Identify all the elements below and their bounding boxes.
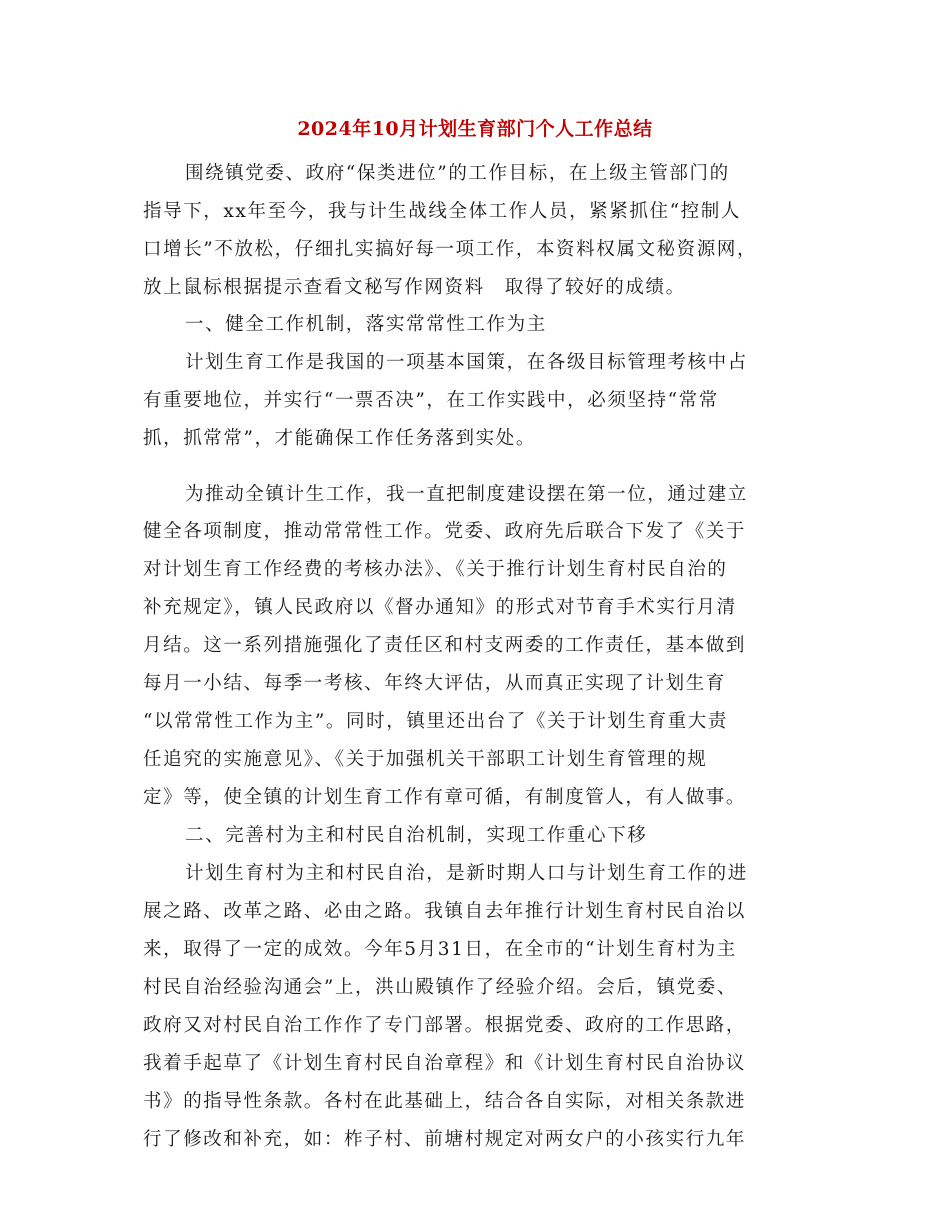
text-line: 有重要地位，并实行“一票否决”，在工作实践中，必须坚持“常常: [143, 390, 719, 411]
text-line: 为推动全镇计生工作，我一直把制度建设摆在第一位，通过建立: [185, 484, 748, 505]
text-line: 我着手起草了《计划生育村民自治章程》和《计划生育村民自治协议: [143, 1053, 747, 1074]
text-line: 计划生育工作是我国的一项基本国策，在各级目标管理考核中占: [185, 352, 748, 373]
text-line: 展之路、改革之路、必由之路。我镇自去年推行计划生育村民自治以: [143, 901, 747, 922]
text-line: 定》等，使全镇的计划生育工作有章可循，有制度管人，有人做事。: [143, 787, 747, 808]
text-line: 补充规定》，镇人民政府以《督办通知》的形式对节育手术实行月清: [143, 597, 737, 618]
text-line: 口增长”不放松，仔细扎实搞好每一项工作，本资料权属文秘资源网，: [143, 239, 758, 260]
text-line: 健全各项制度，推动常常性工作。党委、政府先后联合下发了《关于: [143, 521, 747, 542]
text-line: 月结。这一系列措施强化了责任区和村支两委的工作责任，基本做到: [143, 635, 747, 656]
text-line: 来，取得了一定的成效。今年5月31日，在全市的“计划生育村为主: [143, 939, 737, 960]
section-heading: 二、完善村为主和村民自治机制，实现工作重心下移: [185, 825, 648, 846]
text-line: 放上鼠标根据提示查看文秘写作网资料 取得了较好的成绩。: [143, 277, 686, 298]
text-line: 行了修改和补充，如：柞子村、前塘村规定对两女户的小孩实行九年: [143, 1129, 747, 1150]
text-line: 计划生育村为主和村民自治，是新时期人口与计划生育工作的进: [185, 863, 748, 884]
text-line: 每月一小结、每季一考核、年终大评估，从而真正实现了计划生育: [143, 673, 726, 694]
text-line: 对计划生育工作经费的考核办法》、《关于推行计划生育村民自治的: [143, 559, 728, 580]
document-title: 2024年10月计划生育部门个人工作总结: [297, 118, 653, 140]
text-line: “以常常性工作为主”。同时，镇里还出台了《关于计划生育重大责: [143, 711, 728, 732]
section-heading: 一、健全工作机制，落实常常性工作为主: [185, 314, 547, 335]
text-line: 指导下，xx年至今，我与计生战线全体工作人员，紧紧抓住“控制人: [143, 201, 741, 222]
text-line: 抓，抓常常”，才能确保工作任务落到实处。: [143, 428, 536, 449]
text-line: 政府又对村民自治工作作了专门部署。根据党委、政府的工作思路，: [143, 1015, 747, 1036]
text-line: 书》的指导性条款。各村在此基础上，结合各自实际，对相关条款进: [143, 1091, 747, 1112]
text-line: 村民自治经验沟通会”上，洪山殿镇作了经验介绍。会后，镇党委、: [143, 977, 737, 998]
text-line: 任追究的实施意见》、《关于加强机关干部职工计划生育管理的规: [143, 749, 708, 770]
text-line: 围绕镇党委、政府“保类进位”的工作目标，在上级主管部门的: [185, 163, 730, 184]
